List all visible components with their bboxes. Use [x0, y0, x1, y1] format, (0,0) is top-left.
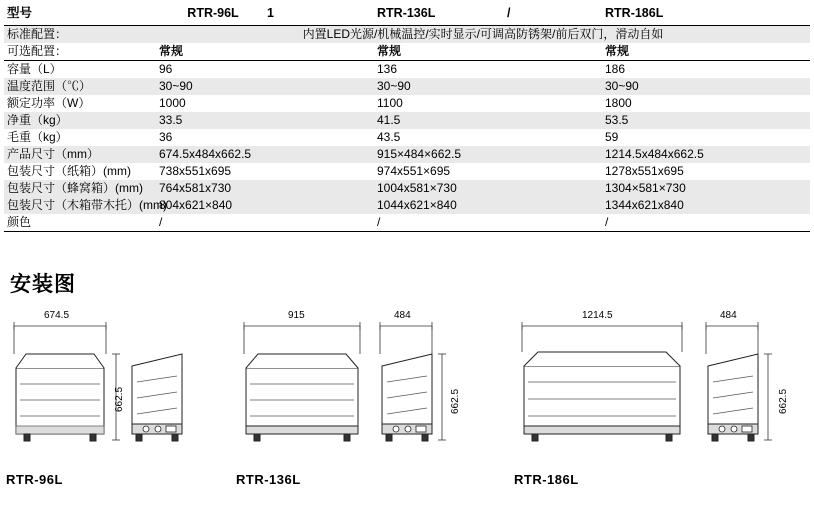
- header-sep-1: 1: [267, 6, 274, 20]
- header-model-1: [156, 4, 374, 26]
- row-value-1: 36: [159, 130, 173, 144]
- table-row: [4, 163, 810, 180]
- drawing-svg-rtr-186l: [514, 310, 804, 470]
- drawing-svg-rtr-136l: [236, 310, 476, 470]
- row-value-2: 1044x621×840: [377, 198, 457, 212]
- row-value-2: 915×484×662.5: [377, 147, 462, 161]
- row-label: 毛重（kg）: [7, 130, 68, 144]
- row-value-3: 1304×581×730: [605, 181, 686, 195]
- header-model-2: [374, 4, 602, 26]
- drawing-group-rtr-136l: [236, 310, 476, 487]
- table-row: [4, 112, 810, 129]
- drawing-caption-2: RTR-136L: [236, 472, 301, 487]
- table-row: [4, 146, 810, 163]
- row-label: 颜色: [7, 215, 32, 229]
- header-sep-2: /: [507, 6, 511, 20]
- row-value-3: 59: [605, 130, 619, 144]
- row-value-2: 136: [377, 62, 398, 76]
- header-label: 型号: [7, 6, 33, 20]
- dim-front-width-3: 1214.5: [582, 310, 613, 321]
- row-value-3: 1214.5x484x662.5: [605, 147, 704, 161]
- optional-config-row: [4, 43, 810, 61]
- row-value-1: 764x581x730: [159, 181, 232, 195]
- dim-height-1: 662.5: [114, 386, 125, 412]
- row-value-3: 30~90: [605, 79, 639, 93]
- row-label: 包装尺寸（纸箱）(mm): [7, 164, 131, 178]
- table-row: [4, 214, 810, 232]
- drawing-group-rtr-186l: [514, 310, 804, 487]
- row-value-1: 674.5x484x662.5: [159, 147, 252, 161]
- table-header-row: [4, 4, 810, 26]
- dim-height-3: 662.5: [778, 388, 789, 414]
- dim-front-width-1: 674.5: [44, 310, 70, 321]
- optional-config-value-3: 常规: [605, 44, 630, 58]
- standard-config-label: 标准配置：: [7, 27, 68, 41]
- row-label: 容量（L）: [7, 62, 62, 76]
- specification-table: [4, 4, 810, 232]
- row-label: 温度范围（℃）: [7, 79, 92, 93]
- installation-drawings: [0, 310, 814, 510]
- row-label: 净重（kg）: [7, 113, 68, 127]
- page-title: 安装图: [10, 273, 76, 296]
- row-value-1: 33.5: [159, 113, 183, 127]
- row-label: 包装尺寸（蜂窝箱）(mm): [7, 181, 143, 195]
- table-row: [4, 78, 810, 95]
- row-value-1: /: [159, 215, 163, 229]
- row-value-1: 804x621×840: [159, 198, 233, 212]
- dim-side-width-2: 484: [394, 310, 411, 321]
- row-value-1: 738x551x695: [159, 164, 232, 178]
- row-value-3: 186: [605, 62, 626, 76]
- row-label: 产品尺寸（mm）: [7, 147, 99, 161]
- row-label: 额定功率（W）: [7, 96, 91, 110]
- optional-config-value-1: 常规: [159, 44, 184, 58]
- row-value-1: 96: [159, 62, 173, 76]
- optional-config-value-2: 常规: [377, 44, 402, 58]
- drawing-caption-1: RTR-96L: [6, 472, 63, 487]
- row-value-3: 1344x621x840: [605, 198, 684, 212]
- table-row: [4, 61, 810, 79]
- drawing-caption-3: RTR-186L: [514, 472, 579, 487]
- drawing-group-rtr-96l: [6, 310, 230, 487]
- table-row: [4, 95, 810, 112]
- standard-config-value: 内置LED光源/机械温控/实时显示/可调高防锈架/前后双门，滑动自如: [302, 27, 664, 41]
- row-value-3: 53.5: [605, 113, 629, 127]
- row-value-2: 1100: [377, 96, 403, 110]
- dim-height-2: 662.5: [450, 388, 461, 414]
- table-row: [4, 180, 810, 197]
- table-row: [4, 197, 810, 214]
- dim-front-width-2: 915: [288, 310, 305, 321]
- header-model-2-text: RTR-136L: [377, 6, 436, 20]
- optional-config-label: 可选配置：: [7, 44, 68, 58]
- row-value-1: 30~90: [159, 79, 193, 93]
- table-row: [4, 129, 810, 146]
- row-value-2: 1004x581×730: [377, 181, 457, 195]
- row-value-3: 1800: [605, 96, 632, 110]
- header-model-1-text: RTR-96L: [187, 6, 239, 20]
- dim-side-width-3: 484: [720, 310, 737, 321]
- row-value-1: 1000: [159, 96, 186, 110]
- standard-config-row: [4, 26, 810, 44]
- row-value-2: 974x551×695: [377, 164, 451, 178]
- row-value-3: /: [605, 215, 609, 229]
- row-value-2: 30~90: [377, 79, 411, 93]
- row-value-2: 43.5: [377, 130, 401, 144]
- row-value-3: 1278x551x695: [605, 164, 684, 178]
- row-label: 包装尺寸（木箱带木托）(mm): [7, 198, 167, 212]
- row-value-2: /: [377, 215, 381, 229]
- header-model-3: RTR-186L: [605, 6, 664, 20]
- row-value-2: 41.5: [377, 113, 401, 127]
